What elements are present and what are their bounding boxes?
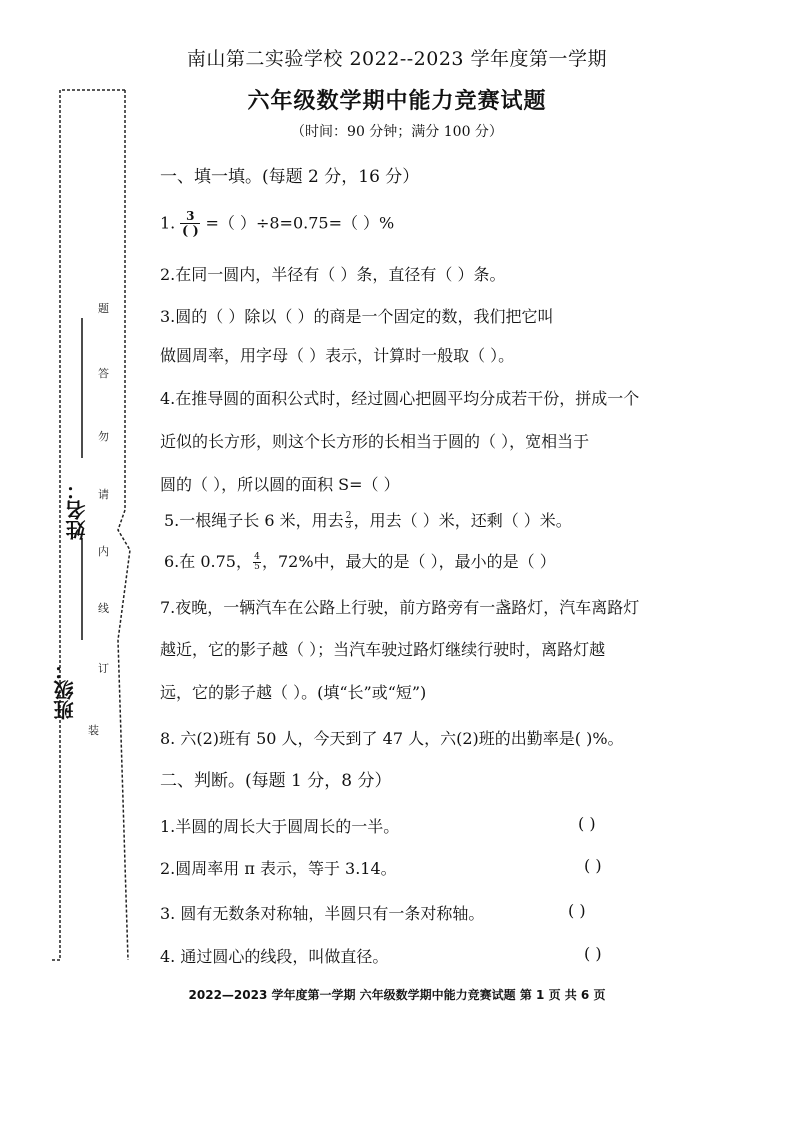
section1-heading: 一、填一填。(每题 2 分，16 分） — [160, 167, 420, 187]
binding-char: 题 — [98, 302, 109, 315]
question-text: 6.在 0.75， — [164, 552, 252, 571]
judge-answer-1[interactable]: ( ) — [578, 814, 596, 833]
question-text: ，72%中，最大的是（ ），最小的是（ ） — [261, 552, 556, 571]
fraction — [253, 553, 261, 572]
page-footer: 2022—2023 学年度第一学期 六年级数学期中能力竞赛试题 第 1 页 共 6 页 — [188, 988, 606, 1002]
question-7-line2: 越近，它的影子越（ ）；当汽车驶过路灯继续行驶时，离路灯越 — [160, 640, 606, 659]
exam-title: 六年级数学期中能力竞赛试题 — [247, 88, 547, 114]
judge-answer-4[interactable]: ( ) — [584, 944, 602, 963]
binding-char: 答 — [98, 367, 109, 380]
binding-char: 勿 — [98, 430, 109, 443]
fraction-denominator: ( ) — [181, 224, 199, 239]
question-3-line1: 3.圆的（ ）除以（ ）的商是一个固定的数，我们把它叫 — [160, 307, 554, 326]
question-number: 1. — [160, 213, 176, 233]
fraction — [345, 512, 353, 531]
section2-heading: 二、判断。(每题 1 分，8 分） — [160, 771, 392, 791]
question-1 — [160, 210, 394, 238]
fraction-denominator: 3 — [345, 521, 352, 531]
judge-item-3: 3. 圆有无数条对称轴，半圆只有一条对称轴。 — [160, 904, 485, 923]
fraction — [180, 210, 200, 238]
school-name: 南山第二实验学校 2022--2023 学年度第一学期 — [186, 48, 608, 70]
judge-item-1: 1.半圆的周长大于圆周长的一半。 — [160, 817, 400, 836]
question-4-line3: 圆的（ ），所以圆的面积 S=（ ） — [160, 475, 400, 494]
binding-char: 内 — [98, 545, 109, 558]
question-8: 8. 六(2)班有 50 人，今天到了 47 人，六(2)班的出勤率是( )%。 — [160, 729, 624, 748]
fraction-numerator: 4 — [254, 552, 260, 562]
judge-answer-2[interactable]: ( ) — [584, 856, 602, 875]
exam-info: （时间：90 分钟；满分 100 分） — [291, 124, 503, 140]
question-6 — [164, 549, 556, 572]
judge-item-2: 2.圆周率用 π 表示，等于 3.14。 — [160, 859, 397, 878]
question-text: =（ ）÷8=0.75=（ ）% — [205, 213, 395, 233]
question-7-line1: 7.夜晚，一辆汽车在公路上行驶，前方路旁有一盏路灯，汽车离路灯 — [160, 598, 640, 617]
fraction-denominator: 5 — [254, 562, 260, 572]
question-4-line2: 近似的长方形，则这个长方形的长相当于圆的（ ），宽相当于 — [160, 432, 590, 451]
binding-char: 装 — [88, 724, 99, 737]
fraction-numerator: 2 — [345, 511, 352, 521]
question-text: 5.一根绳子长 6 米，用去 — [164, 511, 344, 530]
binding-char: 请 — [98, 488, 109, 501]
question-2: 2.在同一圆内，半径有（ ）条，直径有（ ）条。 — [160, 265, 506, 284]
binding-char: 订 — [98, 662, 109, 675]
question-4-line1: 4.在推导圆的面积公式时，经过圆心把圆平均分成若干份，拼成一个 — [160, 389, 640, 408]
name-label: 姓名： — [65, 480, 89, 540]
judge-item-4: 4. 通过圆心的线段，叫做直径。 — [160, 947, 389, 966]
binding-char: 线 — [98, 602, 109, 615]
question-text: ，用去（ ）米，还剩（ ）米。 — [353, 511, 572, 530]
question-3-line2: 做圆周率，用字母（ ）表示，计算时一般取（ ）。 — [160, 346, 515, 365]
question-5 — [164, 508, 572, 531]
judge-answer-3[interactable]: ( ) — [568, 901, 586, 920]
class-label: 班级： — [53, 660, 77, 720]
question-7-line3: 远，它的影子越（ ）。(填“长”或“短”) — [160, 683, 427, 702]
fraction-numerator: 3 — [186, 209, 195, 223]
